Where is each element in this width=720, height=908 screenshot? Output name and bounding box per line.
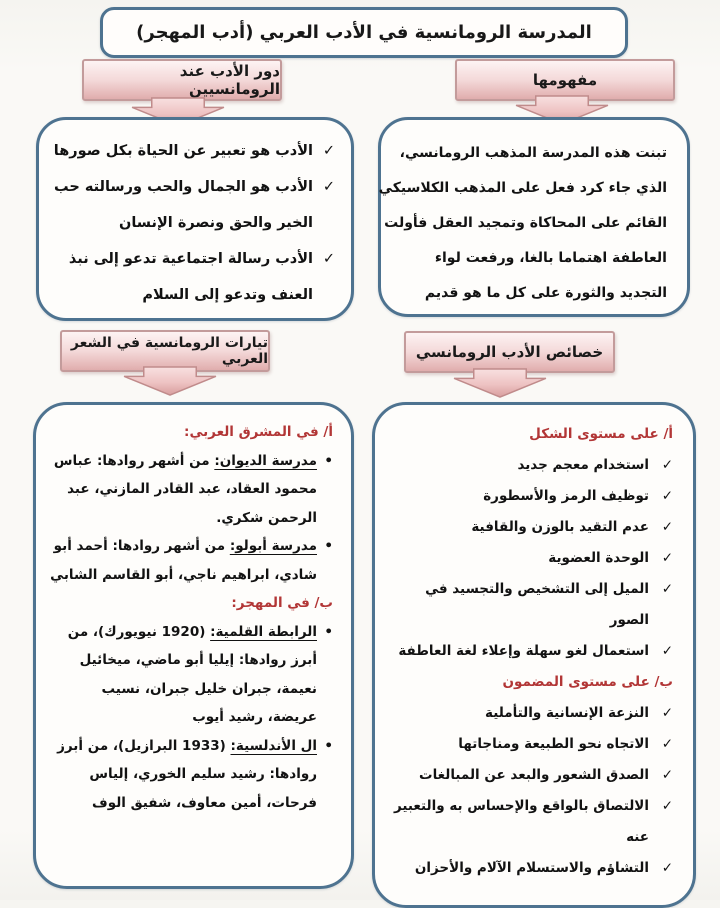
list-item (385, 698, 673, 729)
school-name: مدرسة الديوان: (214, 452, 317, 469)
concept-paragraph (378, 120, 687, 311)
list-item-text: الأدب رسالة اجتماعية تدعو إلى نبذ العنف وتدعو إلى السلام (68, 251, 313, 303)
concept-box (378, 117, 690, 317)
page-title: المدرسة الرومانسية في الأدب العربي (أدب المهجر) (136, 22, 592, 43)
list-item (48, 532, 333, 589)
list-item-text (48, 532, 317, 589)
concept-line: القائم على المحاكاة وتمجيد العقل فأولت (384, 215, 667, 231)
list-item-text (48, 447, 317, 533)
check-icon: ✓ (661, 581, 673, 597)
check-icon: ✓ (661, 767, 673, 783)
check-icon: ✓ (322, 143, 335, 159)
list-item-text: الأدب هو تعبير عن الحياة بكل صورها (53, 143, 313, 159)
list-item (385, 791, 673, 853)
down-arrow-icon (122, 366, 218, 396)
header-features-label: خصائص الأدب الرومانسي (415, 343, 604, 361)
check-icon: ✓ (661, 519, 673, 535)
check-icon: ✓ (661, 705, 673, 721)
list-item-text (48, 618, 317, 732)
list-item (385, 853, 673, 884)
check-icon: ✓ (661, 736, 673, 752)
title-box (100, 7, 628, 58)
list-item (49, 133, 335, 169)
features-box (372, 402, 696, 908)
check-icon: ✓ (661, 457, 673, 473)
bullet-icon: • (324, 737, 333, 754)
school-detail: (1920 نيويورك)، من أبرز روادها: إيليا أبو ماضي، ميخائيل نعيمة، جبران خليل جبران، نسيب عريضة، رشيد أيوب (67, 623, 317, 725)
list-item (385, 729, 673, 760)
school-name: مدرسة أبولو: (229, 538, 317, 554)
school-name: الرابطة القلمية: (210, 623, 317, 640)
list-item-text: الميل إلى التشخيص والتجسيد في الصور (425, 581, 649, 628)
list-item-text: التشاؤم والاستسلام الآلام والأحزان (414, 860, 649, 876)
list-item (385, 481, 673, 512)
bullet-icon: • (324, 452, 333, 469)
bullet-icon: • (324, 538, 333, 554)
header-concept-label: مفهومها (532, 71, 598, 89)
section-heading-content: ب/ على مستوى المضمون (502, 674, 673, 690)
section-heading-form: أ/ على مستوى الشكل (529, 426, 673, 442)
school-name: ال الأندلسية: (230, 737, 317, 754)
concept-line: العاطفة اهتماما بالغا، ورفعت لواء (434, 250, 667, 266)
list-item (48, 447, 333, 533)
concept-line: الذي جاء كرد فعل على المذهب الكلاسيكي (378, 180, 667, 196)
header-currents-label: تيارات الرومانسية في الشعر العربي (70, 335, 268, 367)
list-item-text: الاتجاه نحو الطبيعة ومناجاتها (458, 736, 649, 752)
bullet-icon: • (324, 623, 333, 640)
list-item-text: عدم التقيد بالوزن والقافية (471, 519, 649, 535)
check-icon: ✓ (661, 860, 673, 876)
list-item (48, 618, 333, 732)
header-characteristics (404, 331, 615, 373)
check-icon: ✓ (661, 643, 673, 659)
down-arrow-icon (452, 368, 548, 398)
concept-line: التجديد والثورة على كل ما هو قديم (424, 285, 667, 301)
header-role-label: دور الأدب عند الرومانسيين (179, 62, 280, 98)
list-item-text: الأدب هو الجمال والحب ورسالته حب الخير والحق ونصرة الإنسان (53, 179, 313, 231)
section-heading-mashriq: أ/ في المشرق العربي: (184, 424, 333, 440)
list-item (49, 169, 335, 241)
school-detail: من أشهر روادها: أحمد أبو شادي، ابراهيم ناجي، أبو القاسم الشابي (50, 538, 317, 583)
currents-box (33, 402, 354, 889)
school-detail: من أشهر روادها: عباس محمود العقاد، عبد القادر المازني، عبد الرحمن شكري. (53, 452, 317, 526)
role-box (36, 117, 354, 321)
list-item (49, 241, 335, 313)
check-icon: ✓ (661, 550, 673, 566)
section-heading-mahjar: ب/ في المهجر: (231, 595, 333, 611)
check-icon: ✓ (322, 251, 335, 267)
header-role-of-literature (82, 59, 282, 101)
list-item-text: الالتصاق بالواقع والإحساس به والتعبير عنه (394, 798, 649, 845)
list-item-text: استخدام معجم جديد (517, 457, 649, 473)
concept-line: تبنت هذه المدرسة المذهب الرومانسي، (399, 145, 667, 161)
list-item-text (48, 732, 317, 818)
list-item (385, 574, 673, 636)
list-item (385, 512, 673, 543)
list-item (385, 760, 673, 791)
list-item (385, 543, 673, 574)
list-item-text: توظيف الرمز والأسطورة (483, 488, 649, 504)
currents-content (36, 405, 351, 817)
check-icon: ✓ (322, 179, 335, 195)
features-content (375, 405, 693, 884)
check-icon: ✓ (661, 488, 673, 504)
role-list (39, 120, 351, 313)
list-item-text: النزعة الإنسانية والتأملية (485, 705, 649, 721)
list-item-text: استعمال لغو سهلة وإعلاء لغة العاطفة (398, 643, 649, 659)
list-item (385, 636, 673, 667)
list-item-text: الوحدة العضوية (548, 550, 649, 566)
list-item-text: الصدق الشعور والبعد عن المبالغات (419, 767, 649, 783)
list-item (48, 732, 333, 818)
list-item (385, 450, 673, 481)
school-detail: (1933 البرازيل)، من أبرز روادها: رشيد سليم الخوري، إلياس فرحات، أمين معاوف، شفيق الوف (57, 737, 317, 811)
check-icon: ✓ (661, 798, 673, 814)
